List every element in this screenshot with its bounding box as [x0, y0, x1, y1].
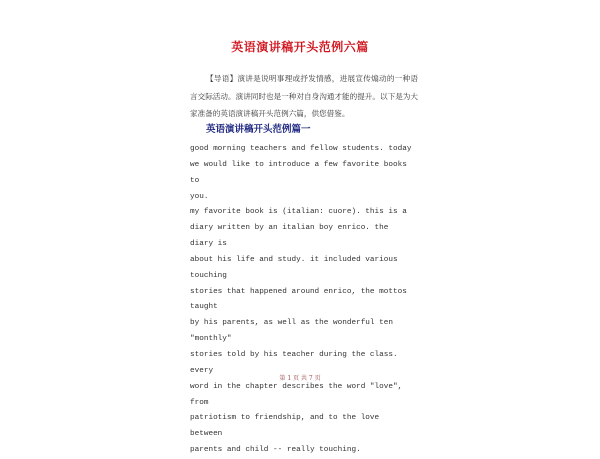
- page-number-footer: 第 1 页 共 7 页: [279, 375, 321, 382]
- body-text: [190, 142, 416, 459]
- body-paragraph: my favorite book is (italian: cuore). this is a diary written by an italian boy enrico. the diary is about his life and study. it included various touching stories that happened around enrico, the mottos taught by his parents, as well as the wonderful ten "monthly" stories told by his teacher during the class. every word in the chapter describes the word "love", from patriotism to friendship, and to the love between parents and child -- really touching.: [190, 208, 407, 455]
- body-paragraph: good morning teachers and fellow students. today we would like to introduce a few favorite books to you.: [190, 145, 412, 201]
- section-heading: 英语演讲稿开头范例篇一: [206, 124, 311, 135]
- document-title: 英语演讲稿开头范例六篇: [231, 40, 369, 54]
- intro-paragraph: 【导语】演讲是说明事理或抒发情感，进展宣传煽动的一种语言交际活动。演讲同时也是一种对自身沟通才能的提升。以下是为大家准备的英语演讲稿开头范例六篇，供您借鉴。: [190, 74, 418, 118]
